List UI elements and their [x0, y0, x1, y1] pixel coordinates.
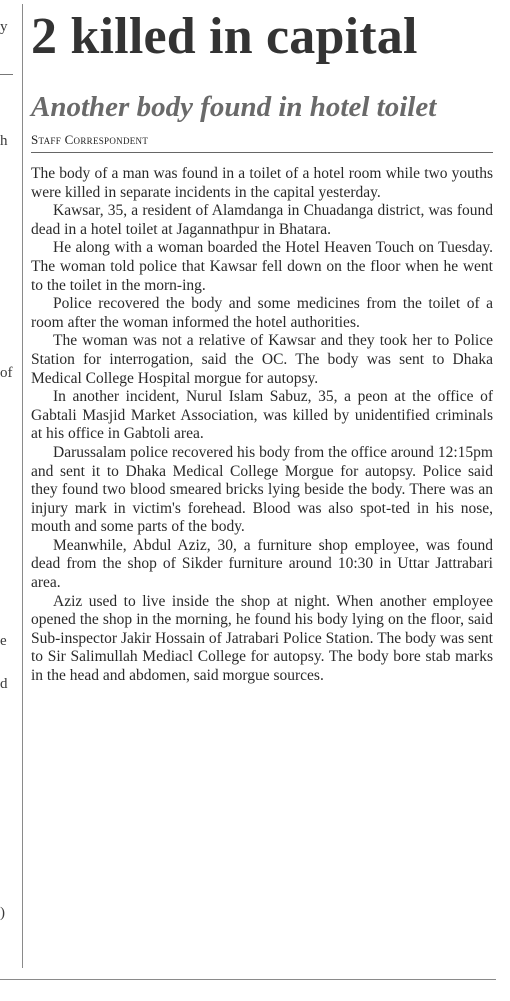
column-fragment-rule	[0, 74, 13, 75]
article-paragraph: Darussalam police recovered his body from the office around 12:15pm and sent it to Dhaka Medical College Morgue for autopsy. Police said they found two blood smeared bricks lying beside the body. There was an injury mark in victim's forehead. Blood was also spot-ted in his nose, mouth and some parts of the body.	[31, 443, 493, 536]
column-fragment-text: d	[0, 676, 8, 692]
subheadline: Another body found in hotel toilet	[31, 91, 437, 123]
news-article	[31, 6, 493, 686]
column-fragment-text: e	[0, 633, 7, 649]
column-divider	[22, 4, 23, 968]
byline: Staff Correspondent	[31, 132, 149, 147]
article-body	[31, 165, 493, 686]
headline: 2 killed in capital	[31, 8, 418, 65]
article-paragraph: Kawsar, 35, a resident of Alamdanga in Chuadanga district, was found dead in a hotel toilet at Jagannathpur in Bhatara.	[31, 202, 493, 238]
column-fragment-text: h	[0, 133, 8, 149]
page-bottom-rule	[0, 979, 496, 980]
byline-divider	[31, 152, 493, 153]
article-paragraph: In another incident, Nurul Islam Sabuz, 35, a peon at the office of Gabtali Masjid Market Association, was killed by unidentified criminals at his office in Gabtoli area.	[31, 388, 493, 443]
column-fragment-text: )	[0, 905, 5, 921]
article-paragraph: Meanwhile, Abdul Aziz, 30, a furniture shop employee, was found dead from the shop of Sikder furniture around 10:30 in Uttar Jattrabari area.	[31, 536, 493, 592]
column-fragment-text: y	[0, 19, 8, 35]
article-paragraph: He along with a woman boarded the Hotel Heaven Touch on Tuesday. The woman told police that Kawsar fell down on the floor when he went to the toilet in the morn-ing.	[31, 239, 493, 294]
article-paragraph: Aziz used to live inside the shop at night. When another employee opened the shop in the morning, he found his body lying on the floor, said Sub-inspector Jakir Hossain of Jatrabari Police Station. The body was sent to Sir Salimullah Mediacl College for autopsy. The body bore stab marks in the head and abdomen, said morgue sources.	[31, 592, 493, 685]
adjacent-column-fragment	[0, 0, 22, 1001]
article-paragraph: The woman was not a relative of Kawsar and they took her to Police Station for interrogation, said the OC. The body was sent to Dhaka Medical College Hospital morgue for autopsy.	[31, 332, 493, 387]
column-fragment-text: of	[0, 365, 13, 381]
article-paragraph: Police recovered the body and some medicines from the toilet of a room after the woman informed the hotel authorities.	[31, 295, 493, 331]
article-paragraph: The body of a man was found in a toilet of a hotel room while two youths were killed in separate incidents in the capital yesterday.	[31, 165, 493, 201]
